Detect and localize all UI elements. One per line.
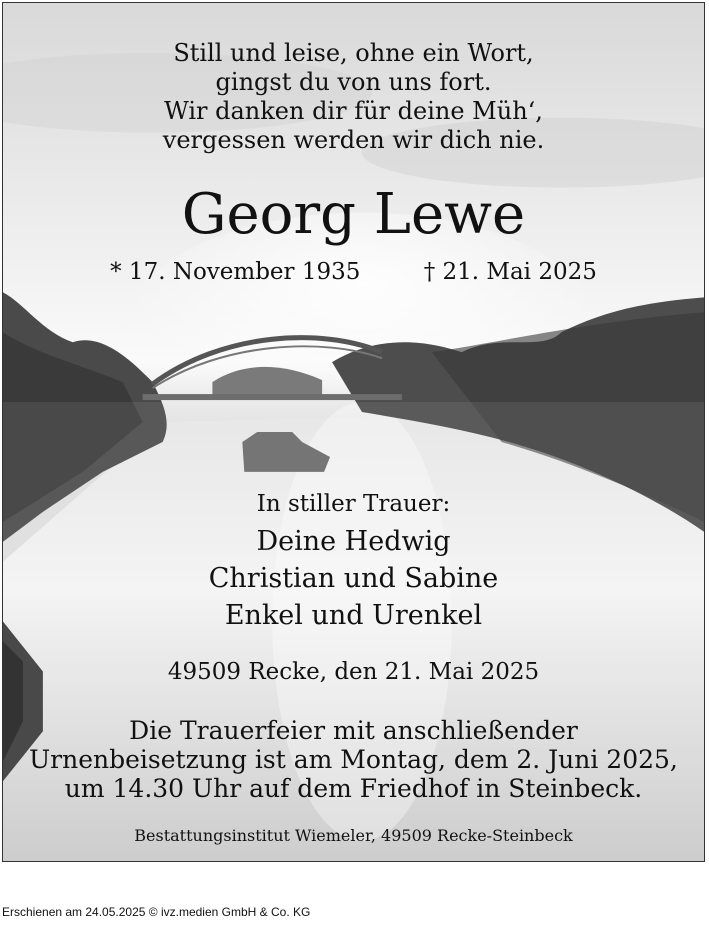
birth-date: * 17. November 1935 [110,259,361,285]
funeral-info [3,716,704,803]
mourners-list [3,523,704,634]
publication-footer: Erschienen am 24.05.2025 © ivz.medien GmbH & Co. KG [2,905,311,919]
poem [3,39,704,155]
funeral-line: Die Trauerfeier mit anschließender [129,716,578,745]
deceased-name: Georg Lewe [181,182,526,247]
mourner: Christian und Sabine [208,563,499,594]
life-dates [3,257,704,287]
mourner: Deine Hedwig [256,526,451,557]
mourning-heading: In stiller Trauer: [256,491,451,517]
funeral-line: um 14.30 Uhr auf dem Friedhof in Steinbeck. [64,774,643,803]
poem-line: Wir danken dir für deine Müh‘, [164,97,543,125]
poem-line: Still und leise, ohne ein Wort, [173,39,534,67]
poem-line: gingst du von uns fort. [215,68,492,96]
funeral-line: Urnenbeisetzung ist am Montag, dem 2. Juni 2025, [29,745,678,774]
poem-line: vergessen werden wir dich nie. [162,126,545,154]
obituary-notice [2,2,705,862]
undertaker: Bestattungsinstitut Wiemeler, 49509 Recke-Steinbeck [134,826,573,845]
mourner: Enkel und Urenkel [224,600,483,631]
death-date: † 21. Mai 2025 [423,259,597,285]
place-date: 49509 Recke, den 21. Mai 2025 [167,659,540,685]
